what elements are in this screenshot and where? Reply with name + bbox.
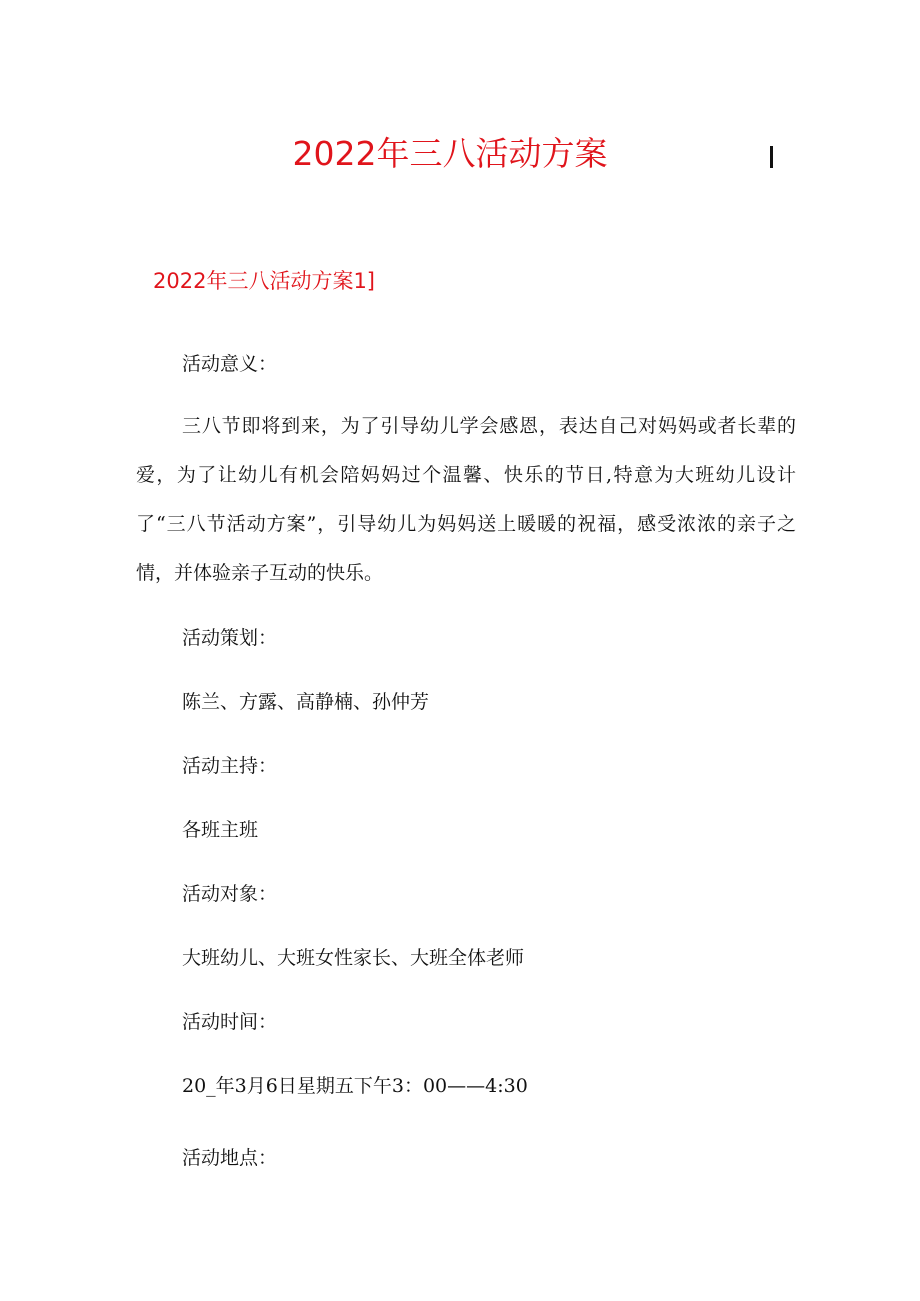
target-value: 大班幼儿、大班女性家长、大班全体老师: [182, 947, 525, 969]
section-heading: 2022年三八活动方案1]: [153, 269, 375, 293]
document-title: 2022年三八活动方案: [292, 134, 608, 173]
host-value: 各班主班: [182, 819, 259, 841]
meaning-label: 活动意义：: [182, 353, 278, 375]
target-label: 活动对象：: [182, 883, 278, 905]
place-label: 活动地点：: [182, 1147, 278, 1169]
planning-label: 活动策划：: [182, 627, 278, 649]
host-label: 活动主持：: [182, 755, 278, 777]
meaning-paragraph: 三八节即将到来，为了引导幼儿学会感恩，表达自己对妈妈或者长辈的爱，为了让幼儿有机会陪妈妈过个温馨、快乐的节日,特意为大班幼儿设计了“三八节活动方案”，引导幼儿为妈妈送上暖暖的祝福，感受浓浓的亲子之情，并体验亲子互动的快乐。: [136, 415, 796, 584]
time-value: 20_年3月6日星期五下午3：00——4:30: [182, 1075, 528, 1097]
text-cursor-icon: [770, 146, 773, 168]
time-label: 活动时间：: [182, 1011, 278, 1033]
planning-value: 陈兰、方露、高静楠、孙仲芳: [182, 691, 430, 713]
